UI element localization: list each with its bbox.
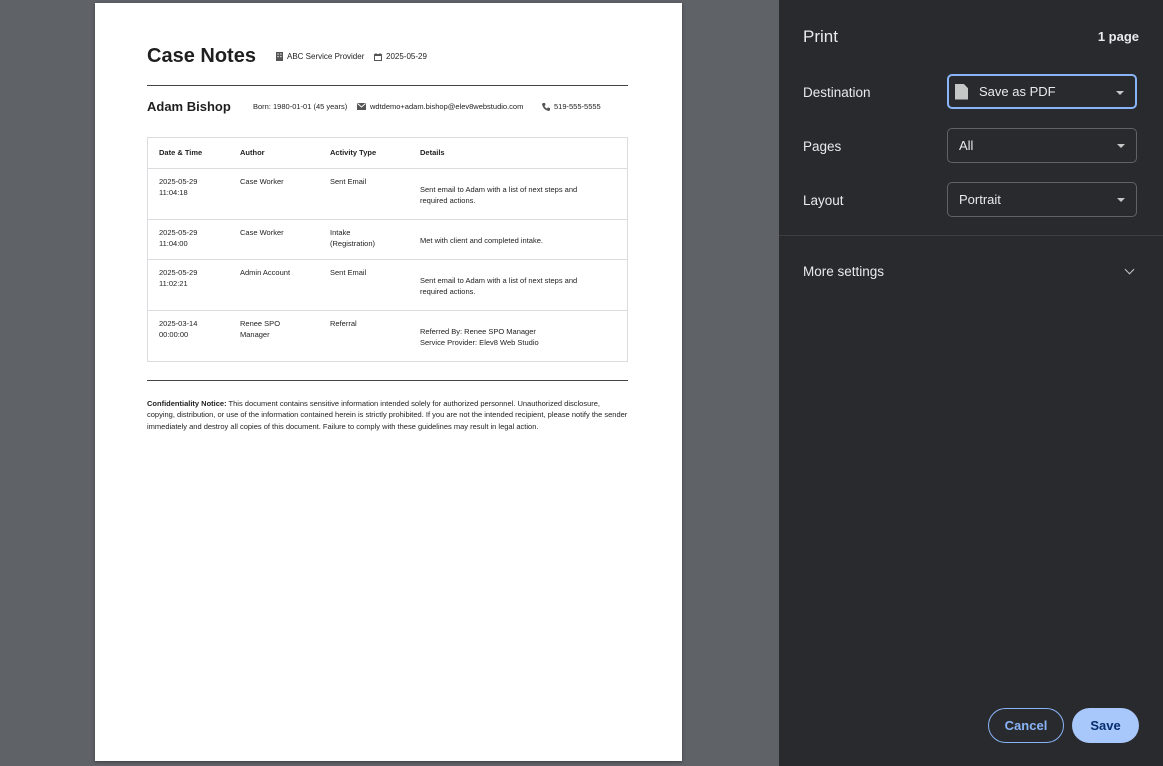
table-row xyxy=(148,220,628,260)
confidentiality-notice xyxy=(147,398,629,432)
cell-date-time: 2025-05-29 11:04:00 xyxy=(148,220,230,260)
client-email: wdtdemo+adam.bishop@elev8webstudio.com xyxy=(357,102,523,111)
client-phone: 519-555-5555 xyxy=(542,102,601,111)
pages-label: Pages xyxy=(803,139,842,154)
table-row xyxy=(148,260,628,311)
document-date: 2025-05-29 xyxy=(386,52,427,61)
cell-activity: Referral xyxy=(330,319,357,328)
page-count: 1 page xyxy=(1097,29,1139,44)
cell-details: Referred By: Renee SPO Manager Service Provider: Elev8 Web Studio xyxy=(420,327,539,347)
client-born: Born: 1980-01-01 (45 years) xyxy=(253,102,348,111)
notice-text: This document contains sensitive information intended solely for authorized personnel. Unauthorized disclosure, copying, distribution, or use of the information contained herein is strictly prohibited. If you are not the intended recipient, please notify the sender immediately and destroy all copies of this document. Failure to comply with these guidelines may result in legal action. xyxy=(147,399,628,431)
cancel-button[interactable]: Cancel xyxy=(988,708,1064,743)
provider-name: ABC Service Provider xyxy=(287,52,365,61)
column-header-details: Details xyxy=(409,138,628,169)
cell-details: Met with client and completed intake. xyxy=(409,220,628,260)
layout-value: Portrait xyxy=(959,192,1001,207)
pages-value: All xyxy=(959,138,974,153)
destination-value: Save as PDF xyxy=(979,84,1056,99)
cell-date-time: 2025-05-29 11:02:21 xyxy=(148,260,230,311)
column-header-author: Author xyxy=(229,138,319,169)
building-icon xyxy=(276,52,283,61)
cell-date-time: 2025-03-14 00:00:00 xyxy=(159,319,198,339)
destination-label: Destination xyxy=(803,85,871,100)
layout-label: Layout xyxy=(803,193,844,208)
client-name: Adam Bishop xyxy=(147,99,231,114)
layout-select[interactable] xyxy=(947,182,1137,217)
settings-divider xyxy=(779,235,1163,236)
cell-activity: Sent Email xyxy=(319,169,409,220)
panel-title: Print xyxy=(803,27,838,46)
provider-meta xyxy=(276,52,364,61)
cell-author: Admin Account xyxy=(229,260,319,311)
cell-date-time: 2025-05-29 11:04:18 xyxy=(148,169,230,220)
column-header-date: Date & Time xyxy=(148,138,230,169)
cell-details: Sent email to Adam with a list of next steps and required actions. xyxy=(409,260,628,311)
cell-author: Case Worker xyxy=(229,169,319,220)
caret-down-icon xyxy=(1116,91,1124,95)
table-row xyxy=(148,169,628,220)
calendar-icon xyxy=(374,53,382,61)
cell-author: Renee SPO Manager xyxy=(240,319,281,339)
destination-select[interactable] xyxy=(947,74,1137,109)
case-notes-table xyxy=(147,137,628,362)
caret-down-icon xyxy=(1117,198,1125,202)
cell-details: Sent email to Adam with a list of next steps and required actions. xyxy=(409,169,628,220)
date-meta xyxy=(374,52,427,61)
table-row xyxy=(148,311,628,362)
file-icon xyxy=(955,84,968,100)
more-settings-toggle[interactable]: More settings xyxy=(803,264,885,279)
column-header-activity: Activity Type xyxy=(319,138,409,169)
document-title: Case Notes xyxy=(147,45,256,67)
print-settings-panel xyxy=(779,0,1163,766)
pages-select[interactable] xyxy=(947,128,1137,163)
cell-activity: Sent Email xyxy=(319,260,409,311)
envelope-icon xyxy=(357,103,366,110)
chevron-down-icon[interactable] xyxy=(1125,265,1135,275)
cell-activity: Intake (Registration) xyxy=(319,220,409,260)
phone-icon xyxy=(542,103,550,111)
notice-label: Confidentiality Notice: xyxy=(147,399,227,408)
table-header-row xyxy=(148,138,628,169)
footer-divider xyxy=(147,380,628,381)
document-page xyxy=(95,3,682,761)
save-button[interactable]: Save xyxy=(1072,708,1139,743)
cell-author: Case Worker xyxy=(229,220,319,260)
header-divider xyxy=(147,85,628,86)
caret-down-icon xyxy=(1117,144,1125,148)
